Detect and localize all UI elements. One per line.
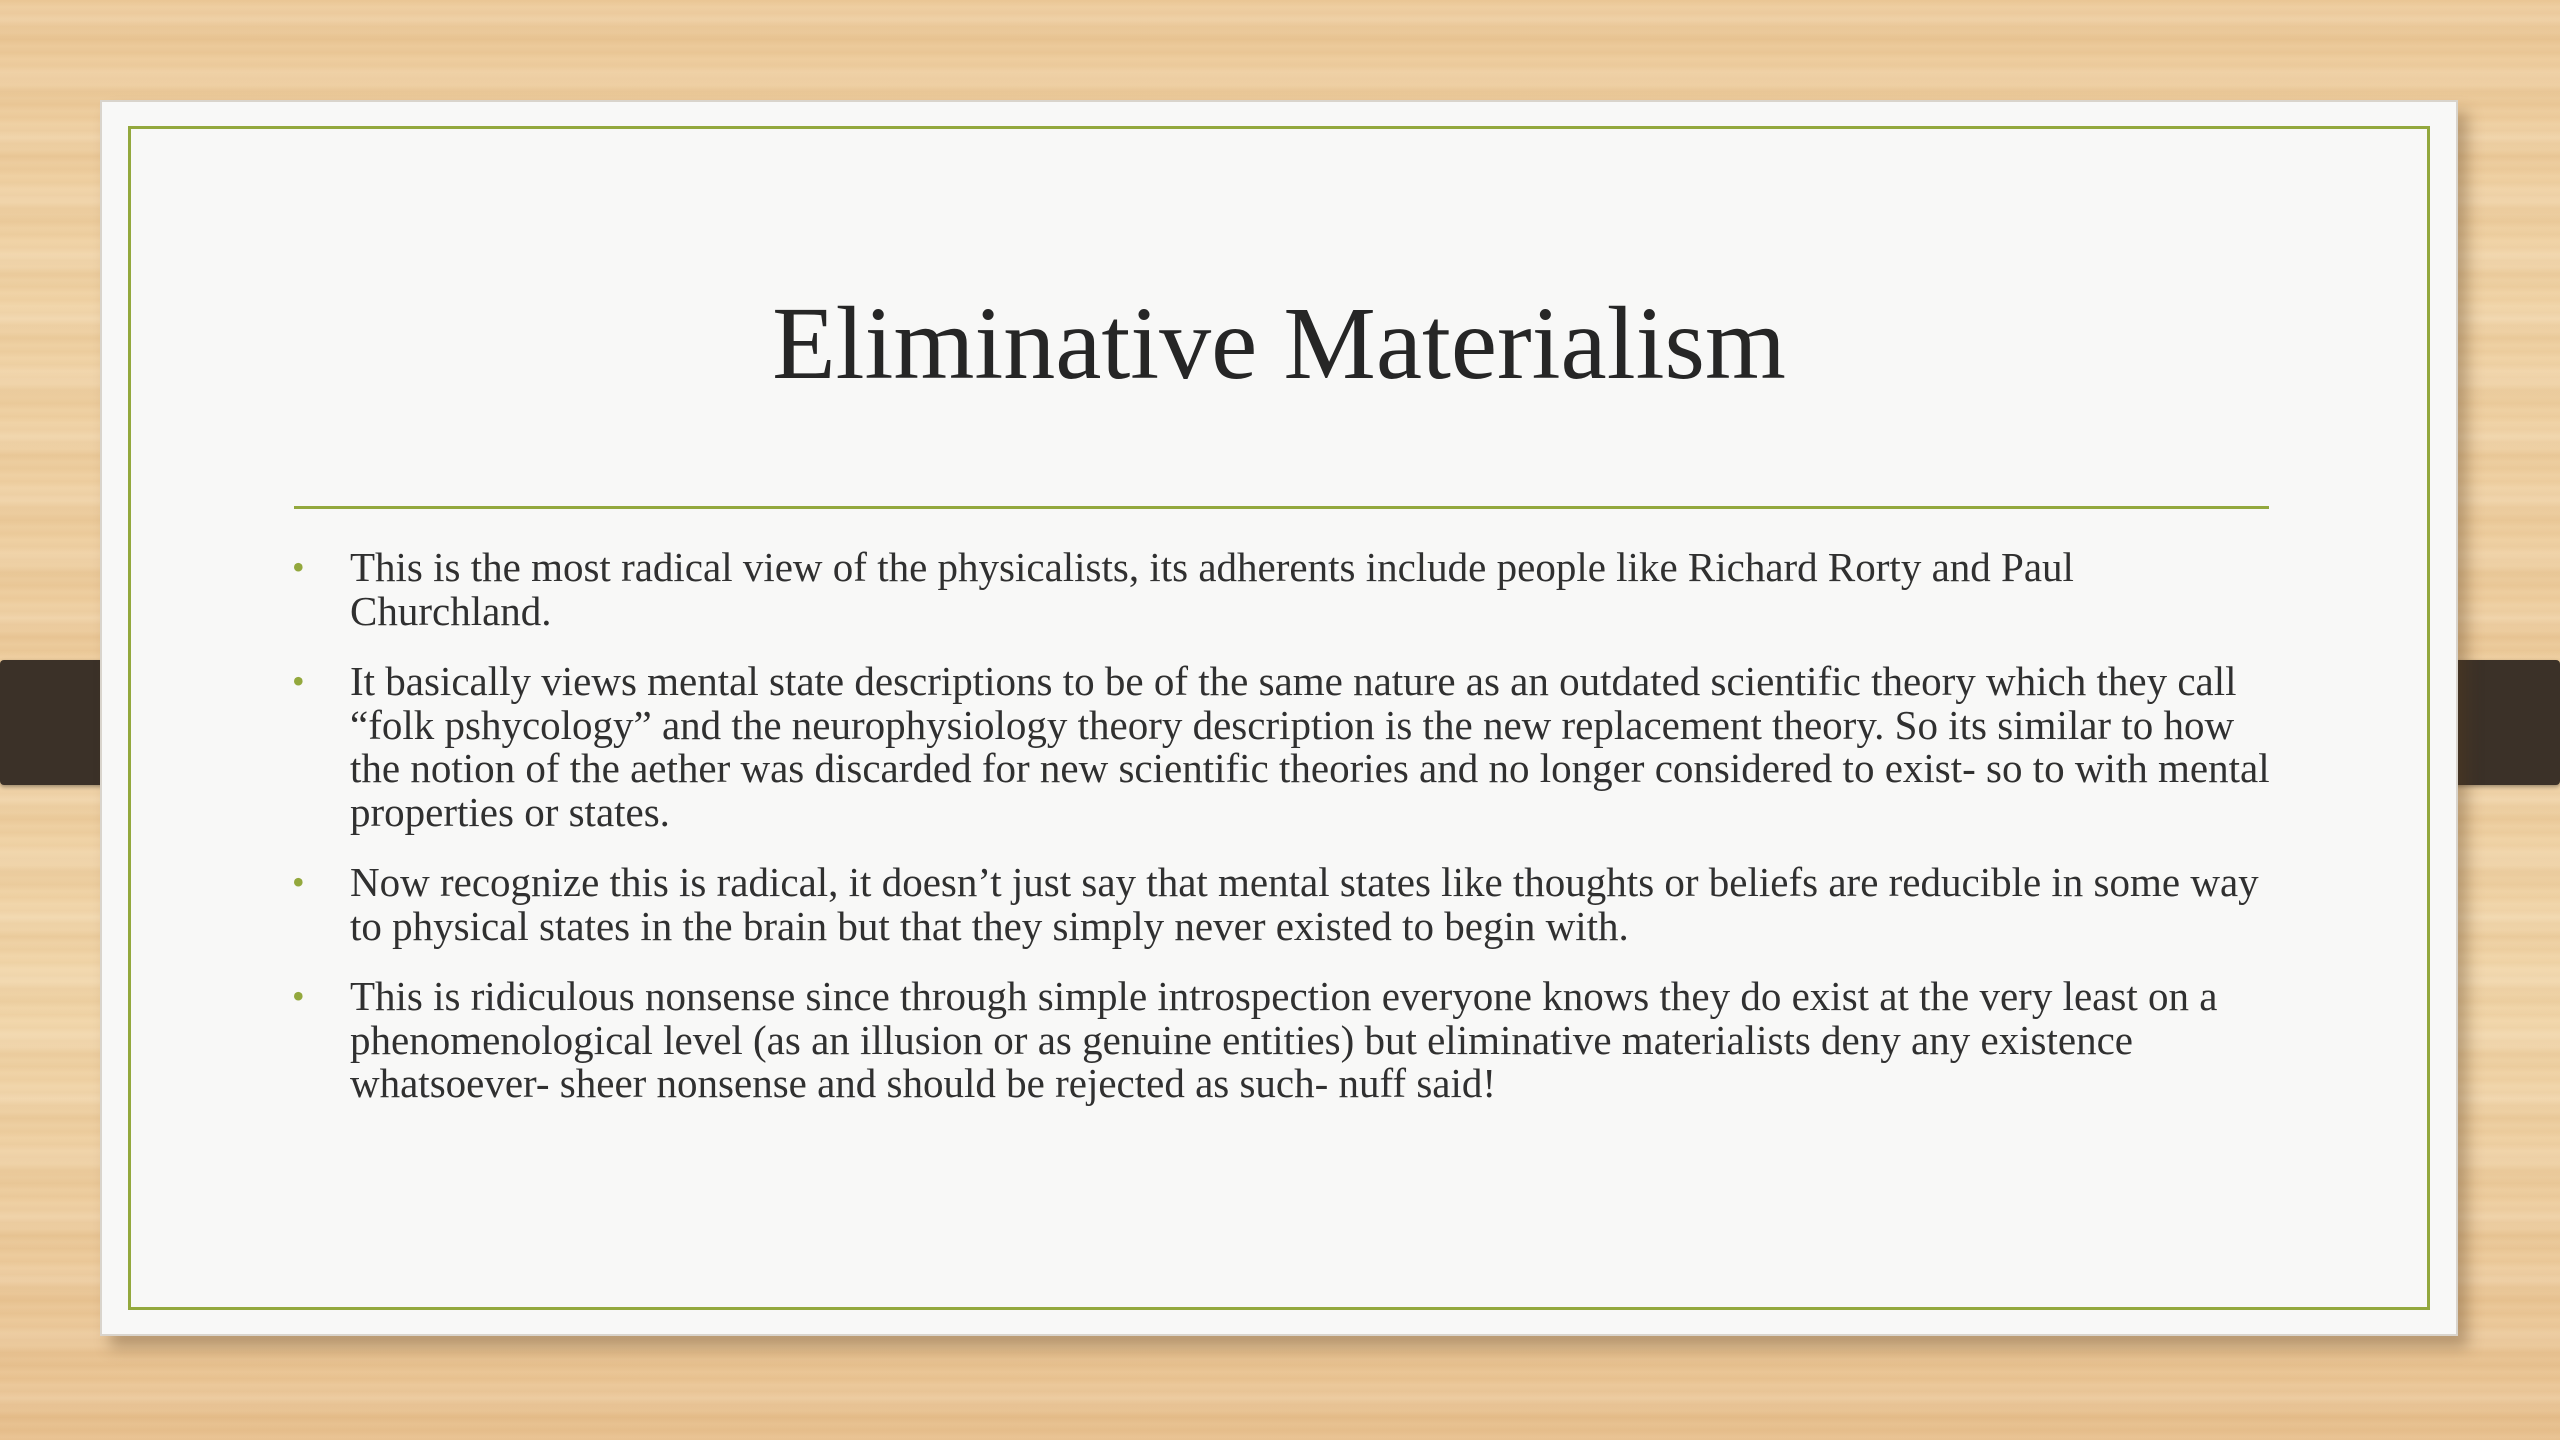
bullet-list [292, 546, 2282, 1133]
bullet-text: This is the most radical view of the physicalists, its adherents include people like Richard Rorty and Paul Churchland. [350, 544, 2074, 634]
slide-title: Eliminative Materialism [772, 286, 1786, 401]
bullet-icon: • [292, 862, 305, 902]
bullet-text: Now recognize this is radical, it doesn’t just say that mental states like thoughts or beliefs are reducible in some way to physical states in the brain but that they simply never existed to begin with. [350, 859, 2259, 949]
bullet-text: This is ridiculous nonsense since through simple introspection everyone knows they do exist at the very least on a phenomenological level (as an illusion or as genuine entities) but eliminative materialists deny any existence whatsoever- sheer nonsense and should be rejected as such- nuff said! [350, 973, 2218, 1106]
bullet-item [292, 975, 2282, 1106]
slide-card [100, 100, 2458, 1336]
bullet-item [292, 861, 2282, 948]
bullet-icon: • [292, 547, 305, 587]
bullet-text: It basically views mental state descriptions to be of the same nature as an outdated scientific theory which they call “folk pshycology” and the neurophysiology theory description is the new replacement theory. So its similar to how the notion of the aether was discarded for new scientific theories and no longer considered to exist- so to with mental properties or states. [350, 658, 2270, 835]
bullet-item [292, 546, 2282, 633]
bullet-item [292, 660, 2282, 834]
title-divider [294, 506, 2269, 509]
bullet-icon: • [292, 976, 305, 1016]
bullet-icon: • [292, 661, 305, 701]
